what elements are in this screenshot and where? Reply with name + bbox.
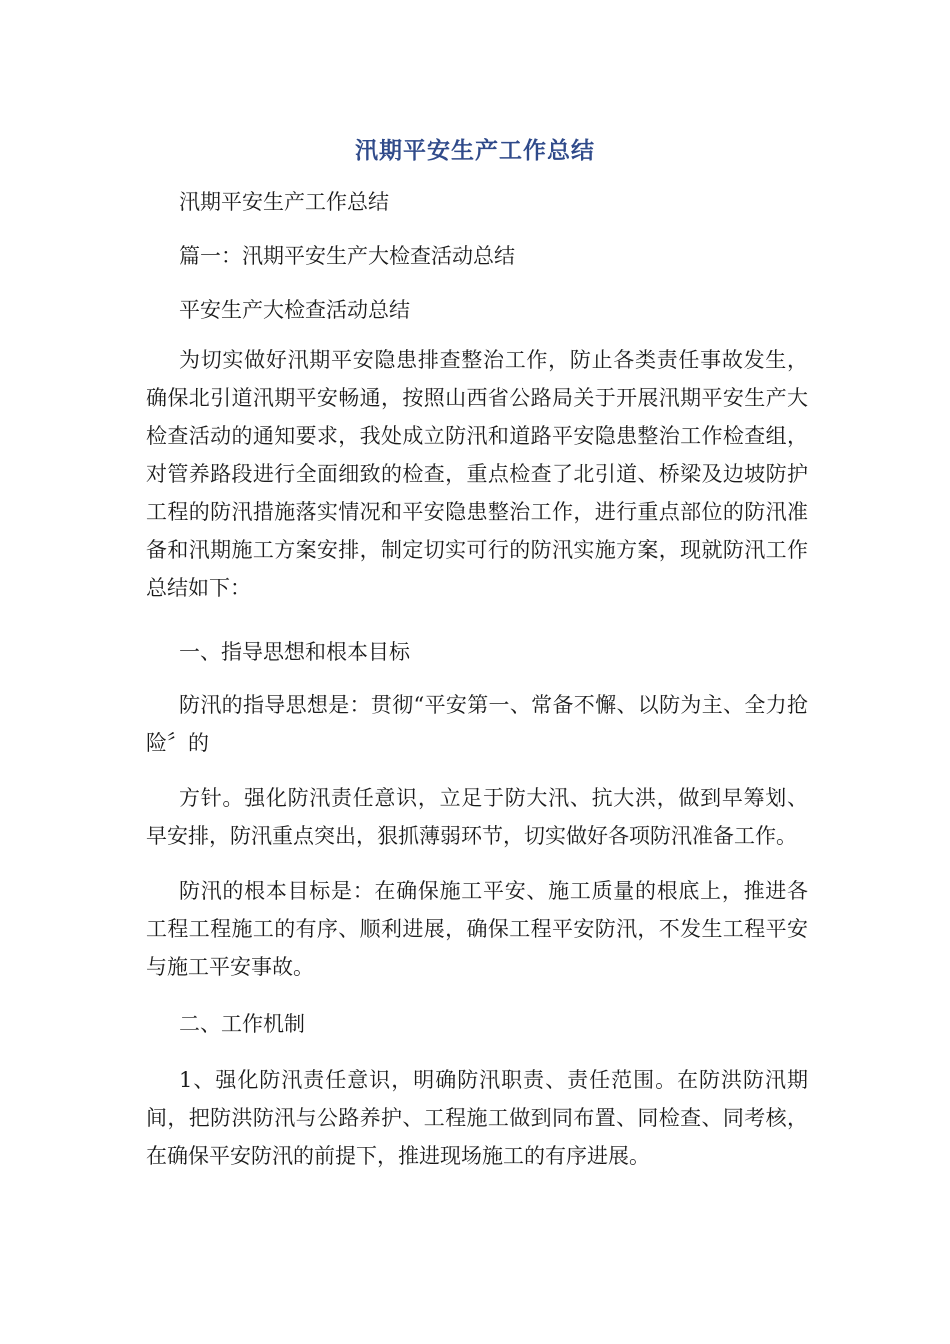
section-one-heading: 一、指导思想和根本目标 xyxy=(179,640,410,664)
guiding-thought-paragraph: 防汛的指导思想是：贯彻“平安第一、常备不懈、以防为主、全力抢险〞的 xyxy=(146,693,808,755)
section-two-heading: 二、工作机制 xyxy=(179,1012,305,1036)
intro-paragraph: 为切实做好汛期平安隐患排查整治工作，防止各类责任事故发生，确保北引道汛期平安畅通，按照山西省公路局关于开展汛期平安生产大检查活动的通知要求，我处成立防汛和道路平安隐患整治工作检查组，对管养路段进行全面细致的检查，重点检查了北引道、桥梁及边坡防护工程的防汛措施落实情况和平安隐患整治工作，进行重点部位的防汛准备和汛期施工方案安排，制定切实可行的防汛实施方案，现就防汛工作总结如下： xyxy=(146,348,808,600)
basic-goal-paragraph: 防汛的根本目标是：在确保施工平安、施工质量的根底上，推进各工程工程施工的有序、顺利进展，确保工程平安防汛，不发生工程平安与施工平安事故。 xyxy=(146,879,808,979)
activity-title-paragraph: 平安生产大检查活动总结 xyxy=(179,298,410,322)
policy-paragraph: 方针。强化防汛责任意识，立足于防大汛、抗大洪，做到早筹划、早安排，防汛重点突出，狠抓薄弱环节，切实做好各项防汛准备工作。 xyxy=(146,786,808,848)
mechanism-item-1-paragraph: 1、强化防汛责任意识，明确防汛职责、责任范围。在防洪防汛期间，把防洪防汛与公路养护、工程施工做到同布置、同检查、同考核，在确保平安防汛的前提下，推进现场施工的有序进展。 xyxy=(146,1068,808,1168)
section-heading-paragraph: 篇一：汛期平安生产大检查活动总结 xyxy=(179,244,515,268)
subtitle-paragraph: 汛期平安生产工作总结 xyxy=(179,190,389,214)
document-title: 汛期平安生产工作总结 xyxy=(355,138,595,164)
